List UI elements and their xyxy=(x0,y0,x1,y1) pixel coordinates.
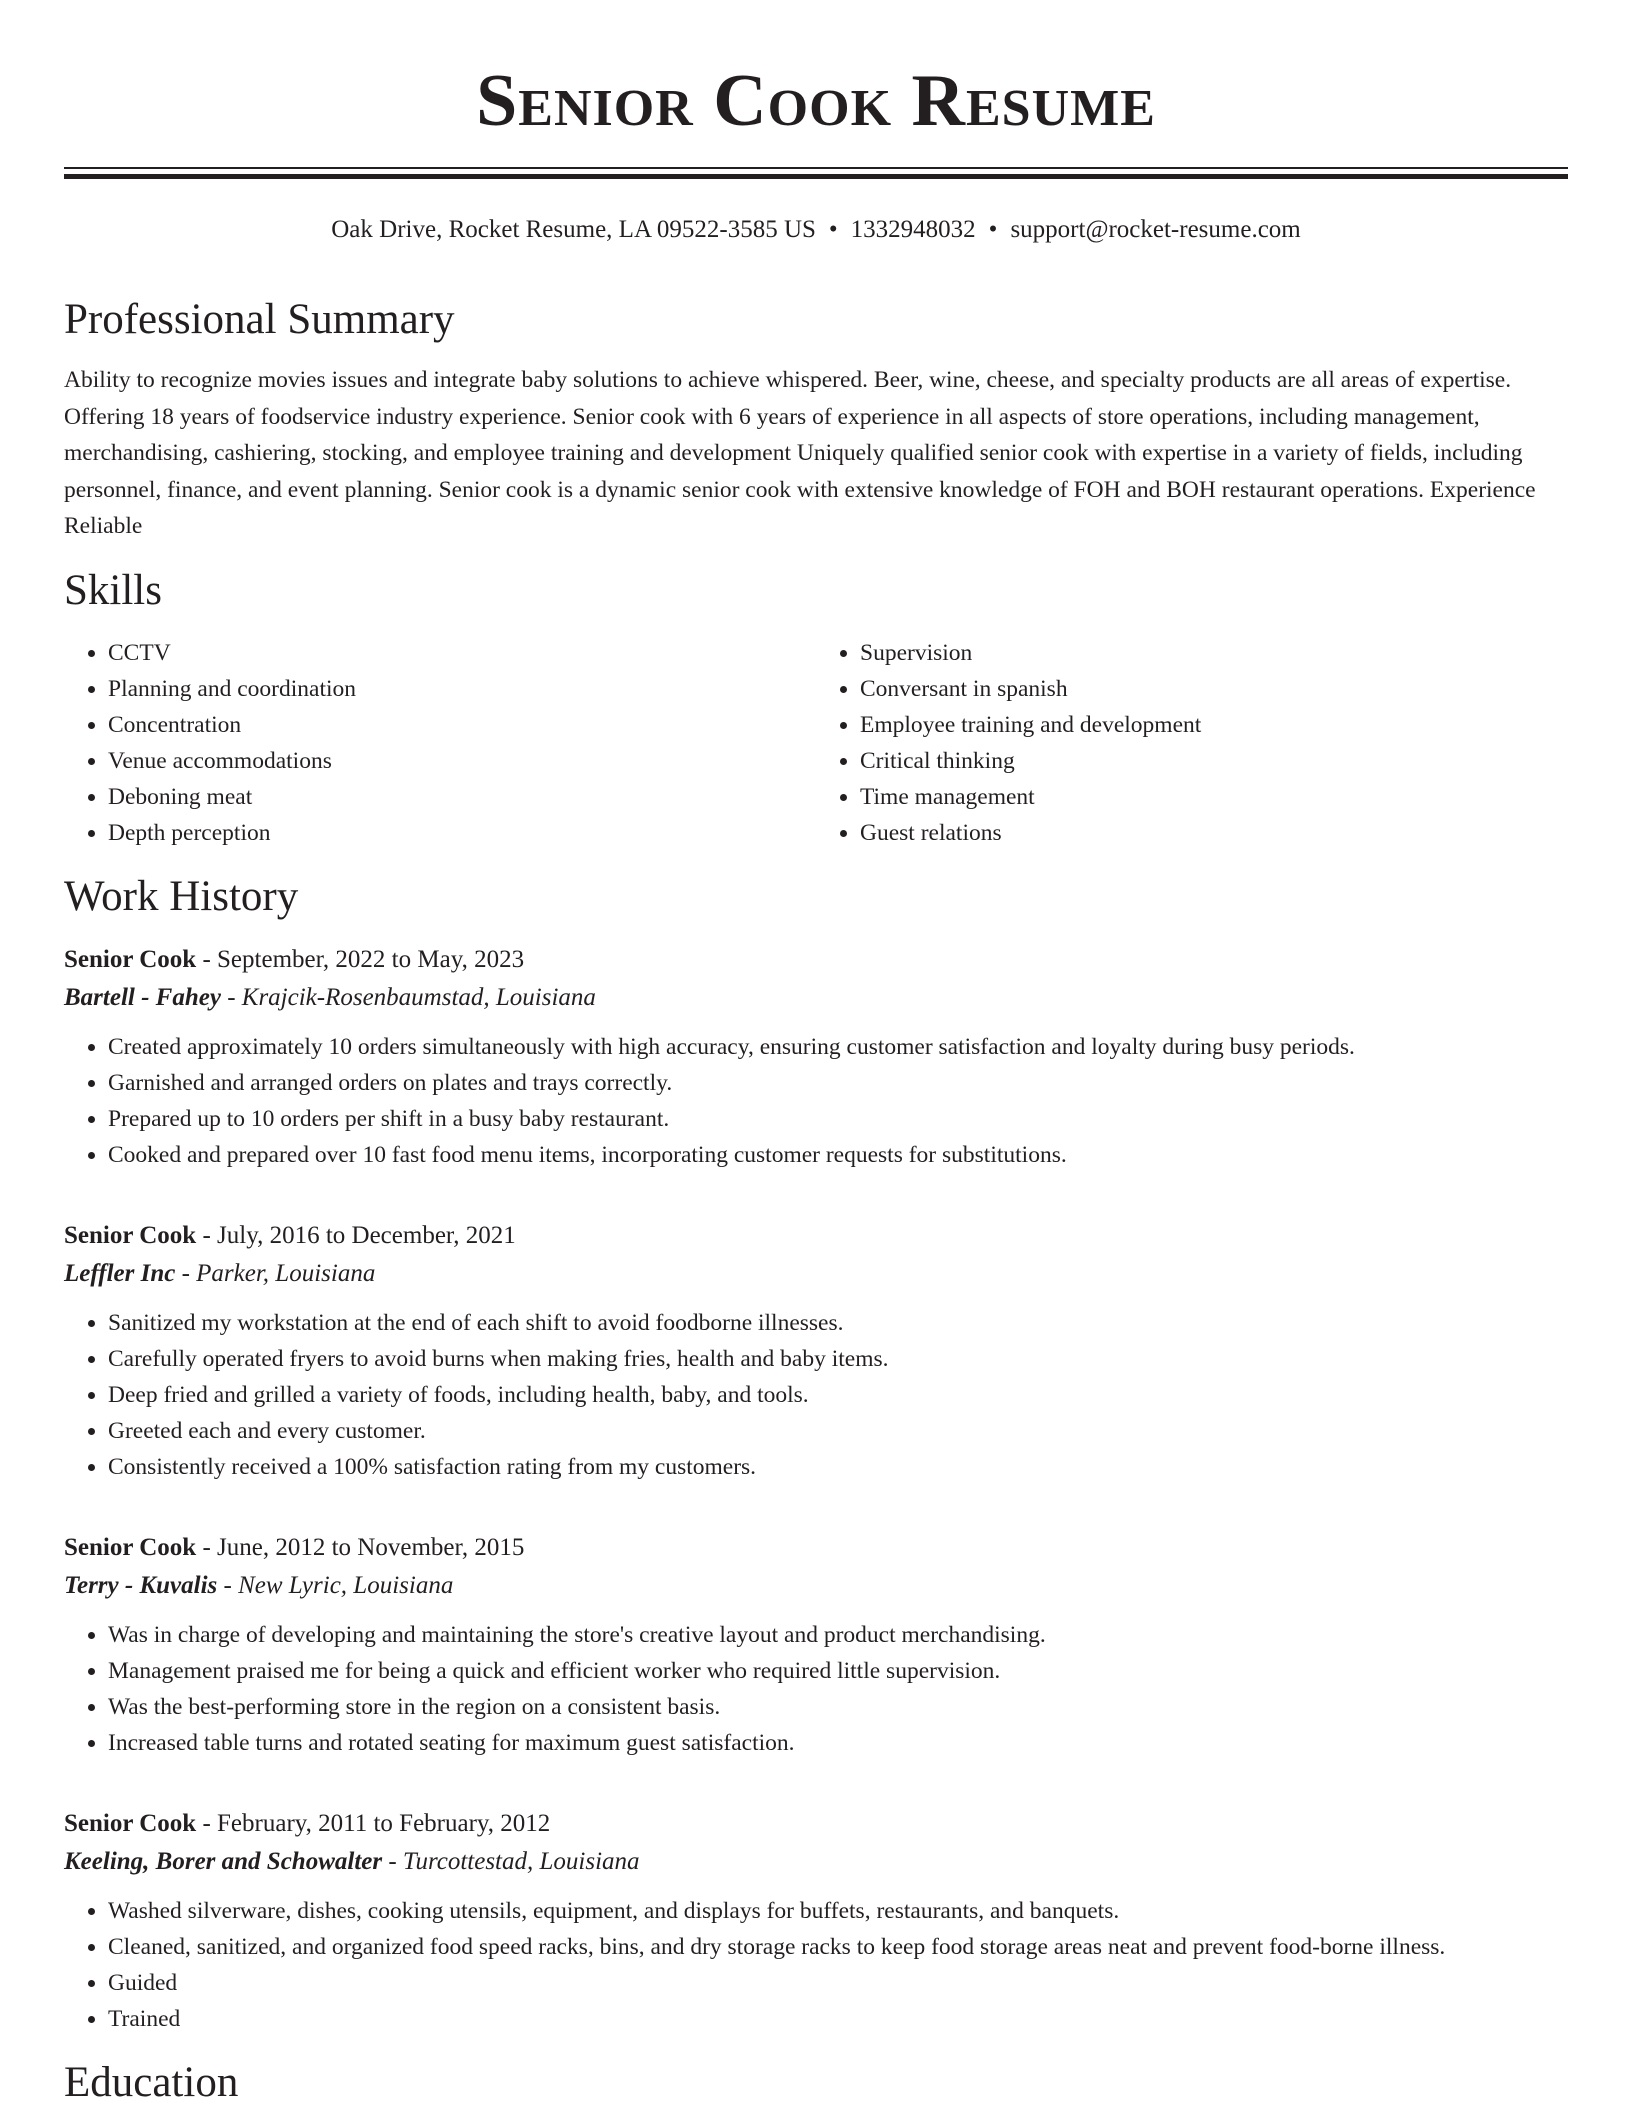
work-history-heading: Work History xyxy=(64,872,299,920)
skill-item: • Conversant in spanish xyxy=(860,671,1568,707)
job-location: - Krajcik-Rosenbaumstad, Louisiana xyxy=(220,983,596,1011)
job-entry xyxy=(64,1217,1568,1485)
job-company: Leffler Inc xyxy=(64,1259,176,1287)
job-header xyxy=(64,1805,1568,1843)
job-header xyxy=(64,1529,1568,1567)
skills-column-right xyxy=(816,635,1568,851)
job-bullet: • Trained xyxy=(108,2001,1568,2037)
job-bullet: • Increased table turns and rotated seating for maximum guest satisfaction. xyxy=(108,1725,1568,1761)
skill-item: • Planning and coordination xyxy=(108,671,816,707)
job-entry xyxy=(64,1805,1568,2037)
job-bullet: • Cleaned, sanitized, and organized food speed racks, bins, and dry storage racks to keep food storage areas neat and prevent food-borne illness. xyxy=(108,1929,1568,1965)
job-title: Senior Cook xyxy=(64,1533,197,1561)
job-bullet: • Washed silverware, dishes, cooking utensils, equipment, and displays for buffets, restaurants, and banquets. xyxy=(108,1893,1568,1929)
job-bullet: • Prepared up to 10 orders per shift in a busy baby restaurant. xyxy=(108,1101,1568,1137)
job-bullets xyxy=(64,1305,1568,1485)
job-title: Senior Cook xyxy=(64,945,197,973)
job-dates: - June, 2012 to November, 2015 xyxy=(196,1533,525,1561)
skill-item: • Depth perception xyxy=(108,815,816,851)
skill-item: • Supervision xyxy=(860,635,1568,671)
job-dates: - July, 2016 to December, 2021 xyxy=(196,1221,516,1249)
job-bullet: • Deep fried and grilled a variety of foods, including health, baby, and tools. xyxy=(108,1377,1568,1413)
job-bullet: • Carefully operated fryers to avoid burns when making fries, health and baby items. xyxy=(108,1341,1568,1377)
job-location: - Parker, Louisiana xyxy=(175,1259,376,1287)
job-bullet: • Created approximately 10 orders simultaneously with high accuracy, ensuring customer satisfaction and loyalty during busy periods. xyxy=(108,1029,1568,1065)
education-heading: Education xyxy=(64,2058,239,2106)
skills-list xyxy=(64,635,1568,851)
job-bullets xyxy=(64,1617,1568,1761)
job-bullets xyxy=(64,1893,1568,2037)
skill-item: • CCTV xyxy=(108,635,816,671)
job-bullet: • Was the best-performing store in the region on a consistent basis. xyxy=(108,1689,1568,1725)
job-company: Keeling, Borer and Schowalter xyxy=(64,1847,383,1875)
job-entry xyxy=(64,941,1568,1173)
job-bullet: • Was in charge of developing and maintaining the store's creative layout and product merchandising. xyxy=(108,1617,1568,1653)
job-bullet: • Cooked and prepared over 10 fast food menu items, incorporating customer requests for substitutions. xyxy=(108,1137,1568,1173)
skills-column-left xyxy=(64,635,816,851)
job-entry xyxy=(64,1529,1568,1761)
skill-item: • Concentration xyxy=(108,707,816,743)
skill-item: • Venue accommodations xyxy=(108,743,816,779)
contact-address: Oak Drive, Rocket Resume, LA 09522-3585 US xyxy=(331,216,816,243)
job-location: - New Lyric, Louisiana xyxy=(217,1571,454,1599)
skill-item: • Deboning meat xyxy=(108,779,816,815)
skill-item: • Time management xyxy=(860,779,1568,815)
skill-item: • Critical thinking xyxy=(860,743,1568,779)
job-employer xyxy=(64,1843,1568,1881)
job-bullet: • Consistently received a 100% satisfaction rating from my customers. xyxy=(108,1449,1568,1485)
contact-line xyxy=(64,214,1568,246)
job-bullet: • Sanitized my workstation at the end of each shift to avoid foodborne illnesses. xyxy=(108,1305,1568,1341)
job-header xyxy=(64,941,1568,979)
contact-email: support@rocket-resume.com xyxy=(1010,216,1301,243)
job-header xyxy=(64,1217,1568,1255)
job-employer xyxy=(64,979,1568,1017)
job-location: - Turcottestad, Louisiana xyxy=(382,1847,640,1875)
skills-heading: Skills xyxy=(64,566,162,614)
job-company: Terry - Kuvalis xyxy=(64,1571,218,1599)
job-company: Bartell - Fahey xyxy=(64,983,221,1011)
resume-content xyxy=(64,290,1568,2113)
job-title: Senior Cook xyxy=(64,1221,197,1249)
resume-title: Senior Cook Resume xyxy=(476,60,1156,142)
job-bullet: • Greeted each and every customer. xyxy=(108,1413,1568,1449)
job-employer xyxy=(64,1255,1568,1293)
job-bullet: • Guided xyxy=(108,1965,1568,2001)
job-bullets xyxy=(64,1029,1568,1173)
job-title: Senior Cook xyxy=(64,1809,197,1837)
job-bullet: • Management praised me for being a quick and efficient worker who required little supervision. xyxy=(108,1653,1568,1689)
resume-page xyxy=(64,0,1568,2106)
contact-phone: 1332948032 xyxy=(850,216,976,243)
summary-text: Ability to recognize movies issues and integrate baby solutions to achieve whispered. Beer, wine, cheese, and specialty products are all areas of expertise. Offering 18 years of foodservice industry experience. Senior cook with 6 years of experience in all aspects of store operations, including management, merchandising, cashiering, stocking, and employee training and development Uniquely qualified senior cook with expertise in a variety of fields, including personnel, finance, and event planning. Senior cook is a dynamic senior cook with extensive knowledge of FOH and BOH restaurant operations. Experience Reliable xyxy=(64,367,1536,539)
contact-separator: • xyxy=(828,216,838,243)
skill-item: • Guest relations xyxy=(860,815,1568,851)
job-dates: - February, 2011 to February, 2012 xyxy=(196,1809,551,1837)
job-bullet: • Garnished and arranged orders on plates and trays correctly. xyxy=(108,1065,1568,1101)
title-divider-thin xyxy=(64,167,1568,169)
title-divider-thick xyxy=(64,174,1568,179)
job-employer xyxy=(64,1567,1568,1605)
skill-item: • Employee training and development xyxy=(860,707,1568,743)
summary-heading: Professional Summary xyxy=(64,296,455,343)
job-dates: - September, 2022 to May, 2023 xyxy=(196,945,525,973)
contact-separator: • xyxy=(988,216,998,243)
